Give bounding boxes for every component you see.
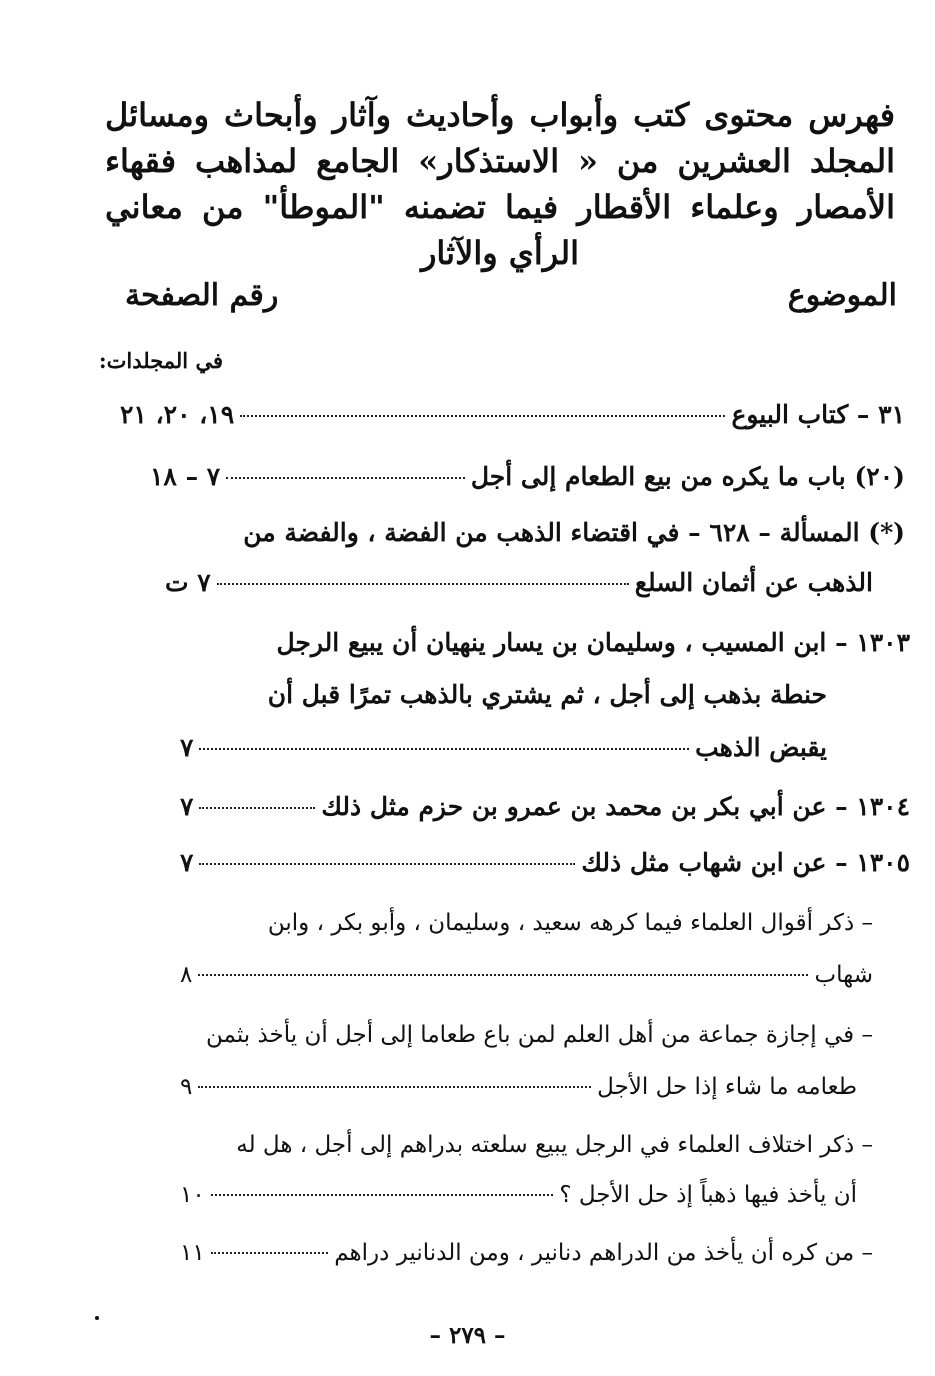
dot-leader bbox=[211, 1194, 554, 1196]
toc-entry bbox=[180, 962, 873, 988]
entry-text: يقبض الذهب bbox=[695, 733, 827, 762]
dot-leader bbox=[198, 974, 808, 976]
entry-page-number: ٧ bbox=[180, 848, 194, 877]
toc-entry bbox=[180, 1240, 873, 1266]
entry-text: ١٣٠٥ – عن ابن شهاب مثل ذلك bbox=[581, 848, 910, 877]
entry-page-number: ١٠ bbox=[180, 1182, 205, 1208]
entry-page-number: ٧ ت bbox=[165, 568, 211, 597]
entry-text: – من كره أن يأخذ من الدراهم دنانير ، ومن الدنانير دراهم bbox=[334, 1240, 873, 1266]
dot-leader bbox=[217, 583, 629, 585]
dot-leader bbox=[211, 1252, 328, 1254]
entry-text: شهاب bbox=[814, 962, 873, 988]
entry-page-number: ٩ bbox=[180, 1074, 193, 1100]
entry-text: الذهب عن أثمان السلع bbox=[634, 568, 873, 597]
entry-text-line: ١٣٠٣ – ابن المسيب ، وسليمان بن يسار ينهيان أن يبيع الرجل bbox=[276, 628, 910, 657]
entry-text-line: – ذكر أقوال العلماء فيما كرهه سعيد ، وسليمان ، وأبو بكر ، وابن bbox=[267, 910, 873, 936]
entry-text-line: (*) المسألة – ٦٢٨ – في اقتضاء الذهب من الفضة ، والفضة من bbox=[243, 518, 905, 547]
entry-text: (٢٠) باب ما يكره من بيع الطعام إلى أجل bbox=[470, 462, 905, 491]
dot-leader bbox=[199, 863, 575, 865]
entry-page-number: ١١ bbox=[180, 1240, 205, 1266]
entry-page-number: ٧ bbox=[180, 792, 194, 821]
dot-leader bbox=[240, 415, 725, 417]
topic-column-header: الموضوع bbox=[787, 278, 897, 313]
dot-leader bbox=[198, 1086, 591, 1088]
toc-entry bbox=[180, 792, 910, 821]
stray-ink-dot bbox=[95, 1316, 99, 1320]
entry-text-line: حنطة بذهب إلى أجل ، ثم يشتري بالذهب تمرًا قبل أن bbox=[267, 680, 827, 709]
entry-text: أن يأخذ فيها ذهباً إذ حل الأجل ؟ bbox=[559, 1182, 857, 1208]
entry-page-number: ٧ bbox=[180, 733, 194, 762]
entry-page-number: ١٩، ٢٠، ٢١ bbox=[120, 400, 235, 429]
section-label: في المجلدات: bbox=[98, 348, 223, 373]
toc-entry bbox=[150, 462, 905, 491]
dot-leader bbox=[226, 477, 465, 479]
entry-text: ١٣٠٤ – عن أبي بكر بن محمد بن عمرو بن حزم مثل ذلك bbox=[321, 792, 910, 821]
toc-entry bbox=[180, 1074, 857, 1100]
entry-page-number: ٧ – ١٨ bbox=[150, 462, 221, 491]
entry-text-line: – في إجازة جماعة من أهل العلم لمن باع طعاما إلى أجل أن يأخذ بثمن bbox=[206, 1022, 873, 1048]
entry-text-line: – ذكر اختلاف العلماء في الرجل يبيع سلعته بدراهم إلى أجل ، هل له bbox=[236, 1132, 873, 1158]
toc-entry bbox=[180, 1182, 857, 1208]
dot-leader bbox=[199, 807, 315, 809]
toc-entry bbox=[180, 848, 910, 877]
toc-entry bbox=[120, 400, 905, 429]
entry-text: ٣١ – كتاب البيوع bbox=[731, 400, 905, 429]
dot-leader bbox=[199, 748, 689, 750]
entry-page-number: ٨ bbox=[180, 962, 193, 988]
toc-entry bbox=[165, 568, 873, 597]
page-number-footer: – ٢٧٩ – bbox=[429, 1322, 506, 1349]
toc-entry bbox=[180, 733, 827, 762]
entry-text: طعامه ما شاء إذا حل الأجل bbox=[597, 1074, 857, 1100]
page-number-column-header: رقم الصفحة bbox=[125, 278, 279, 313]
page-title: فهرس محتوى كتب وأبواب وأحاديث وآثار وأبحاث ومسائل المجلد العشرين من « الاستذكار» الجامع لمذاهب فقهاء الأمصار وعلماء الأقطار فيما تضمنه "الموطأ" من معاني الرأي والآثار bbox=[105, 96, 895, 272]
